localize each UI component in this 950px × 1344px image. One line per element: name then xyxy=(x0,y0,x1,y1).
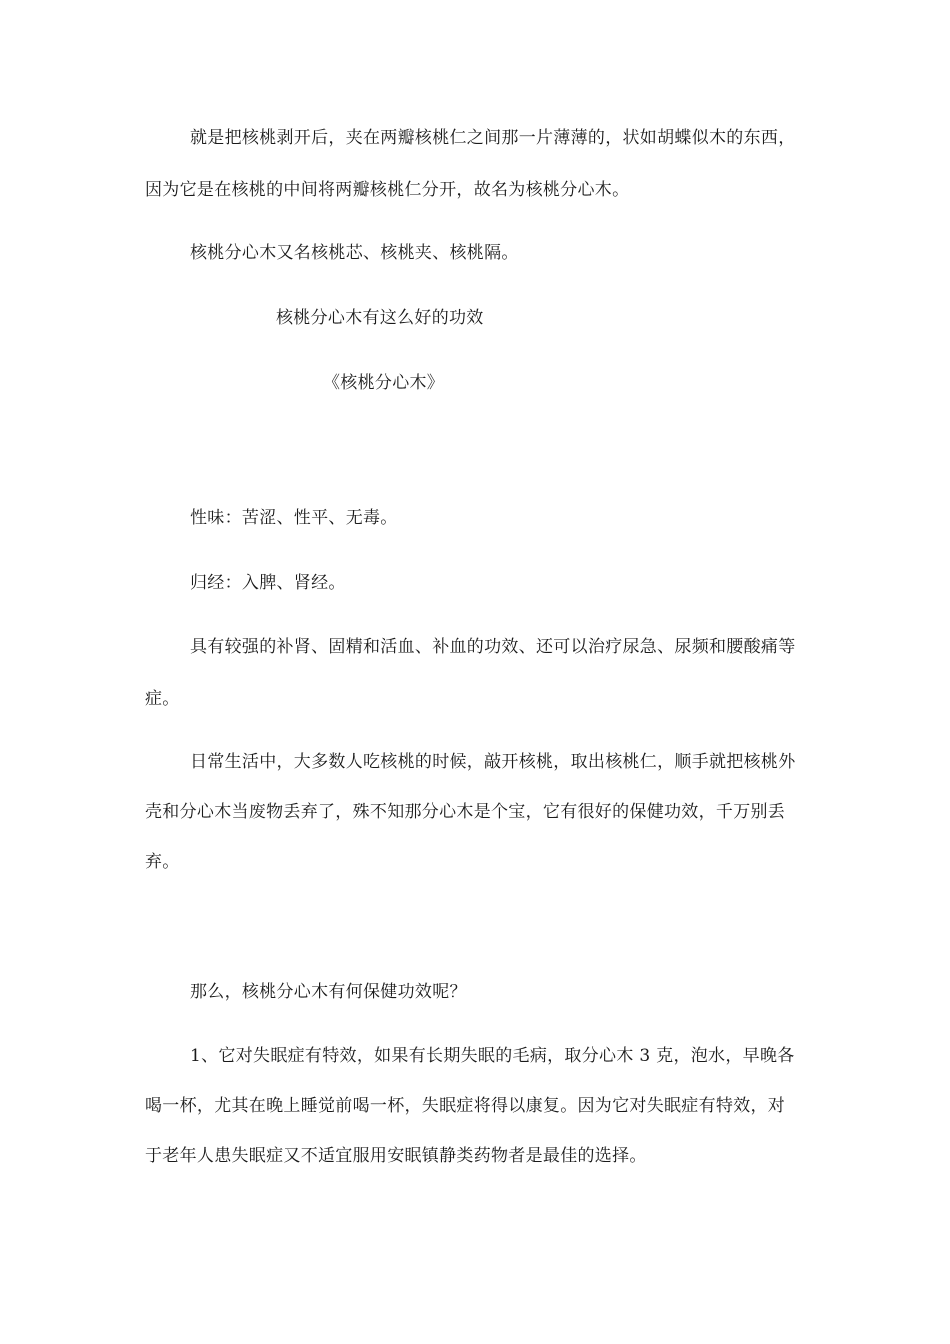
section-heading: 核桃分心木有这么好的功效 xyxy=(276,308,484,328)
paragraph-daily-line-1: 日常生活中，大多数人吃核桃的时候，敲开核桃，取出核桃仁，顺手就把核桃外 xyxy=(190,752,796,772)
paragraph-efficacy-line-1: 具有较强的补肾、固精和活血、补血的功效、还可以治疗尿急、尿频和腰酸痛等 xyxy=(190,637,796,657)
question-line: 那么，核桃分心木有何保健功效呢？ xyxy=(190,982,467,1002)
property-taste: 性味：苦涩、性平、无毒。 xyxy=(190,508,398,528)
paragraph-daily-line-3: 弃。 xyxy=(145,852,180,872)
paragraph-1-line-2: 因为它是在核桃的中间将两瓣核桃仁分开，故名为核桃分心木。 xyxy=(145,180,630,200)
item-1-line-1: 1、它对失眠症有特效，如果有长期失眠的毛病，取分心木 3 克，泡水，早晚各 xyxy=(190,1046,795,1066)
section-subheading: 《核桃分心木》 xyxy=(323,373,445,393)
paragraph-1-line-1: 就是把核桃剥开后，夹在两瓣核桃仁之间那一片薄薄的，状如胡蝶似木的东西， xyxy=(190,128,796,148)
item-1-line-2: 喝一杯，尤其在晚上睡觉前喝一杯，失眠症将得以康复。因为它对失眠症有特效，对 xyxy=(145,1096,786,1116)
paragraph-efficacy-line-2: 症。 xyxy=(145,689,180,709)
paragraph-2: 核桃分心木又名核桃芯、核桃夹、核桃隔。 xyxy=(190,243,519,263)
paragraph-daily-line-2: 壳和分心木当废物丢弃了，殊不知那分心木是个宝，它有很好的保健功效，千万别丢 xyxy=(145,802,786,822)
property-meridian: 归经：入脾、肾经。 xyxy=(190,573,346,593)
item-1-line-3: 于老年人患失眠症又不适宜服用安眠镇静类药物者是最佳的选择。 xyxy=(145,1146,647,1166)
